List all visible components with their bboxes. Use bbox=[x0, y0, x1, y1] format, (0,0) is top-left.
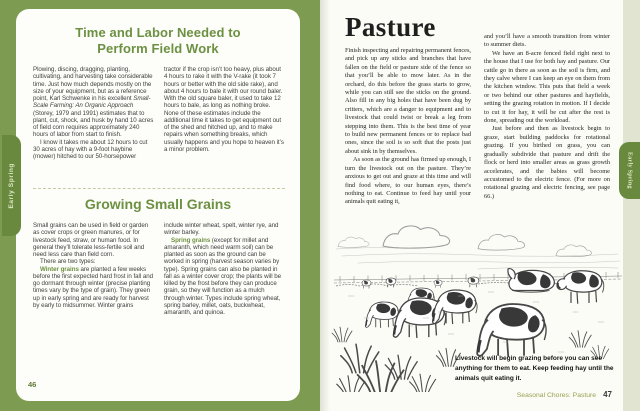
pasture-column-2 bbox=[484, 33, 610, 201]
paragraph: and you’ll have a smooth transition from winter to summer diets. bbox=[484, 33, 610, 49]
tab-label: Early Spring bbox=[8, 162, 15, 209]
paragraph: Just before and then as livestock begin to graze, start building paddocks for rotational grazing. If you birthed on grass, you can gradually subdivide that pasture and drift the flock or herd into smaller areas as grass growth accelerates, and the babies will become accustomed to the electric fence. (For more on rotational grazing and electric fencing, see page 66.) bbox=[484, 125, 610, 200]
sky-streaks bbox=[336, 248, 620, 269]
left-content-box bbox=[16, 9, 300, 401]
footer-section-label: Seasonal Chores: Pasture bbox=[516, 392, 597, 399]
paragraph: I know it takes me about 12 hours to cut 30 acres of hay with a 9-foot haybine (mower) hitched to our 50-horsepower tractor if the crop isn’t too heavy, plus about 4 hours to rake it with the V-rake (it took 7 hours or better with the old side rake), and about 4 hours to bale it with our round baler. With the old square baler, it used to take 12 hours to bale, as long as nothing broke. None of these estimates include the additional time it takes to get equipment out of the shed and hitched up, and to make repairs when something breaks, which usually happens and you hope to heaven it’s a minor problem. bbox=[33, 66, 284, 160]
field-work-columns bbox=[33, 66, 285, 160]
right-page-footer bbox=[517, 390, 612, 399]
right-page bbox=[320, 0, 640, 411]
paragraph: There are two types: bbox=[40, 258, 96, 266]
page-number-right: 47 bbox=[603, 390, 612, 399]
field-work-title-line-2: Perform Field Work bbox=[97, 40, 219, 56]
paragraph: We have an 8-acre fenced field right next to the house that I use for both hay and pasture. Our cattle go in there as soon as the soil is firm, and they calve where I can keep an eye on them from the kitchen window. This puts that field a week or two behind our other pastures and hayfields, setting the grazing rotation in motion. If I decide to cut it for hay, it will be cut after the rest is done, spreading out the workload. bbox=[484, 49, 610, 125]
paragraph: Finish inspecting and repairing permanent fences, and pick up any sticks and branches that have fallen on the field or pasture side of the fence so that you’ll be able to mow later. As in the orchard, do this before the grass starts to grow, while you can still see the sticks on the ground. Also fill in any big holes that have been dug by critters, which are a danger to equipment and to livestock that could twist or break a leg from stepping into them. This is the best time of year to build new permanent fences or to replace bad ones, since the soil is so soft that the posts just about sink in by themselves. bbox=[345, 47, 471, 155]
clouds bbox=[338, 226, 592, 257]
paragraph: Spring grains (except for millet and amaranth, which need warm soil) can be planted as soon as the ground can be worked in spring (harvest season varies by type). Spring grains can also be planted in fall as a winter cover crop; the plants will be killed by the frost before they can produce grain, so they will function as a mulch through winter. Types include spring wheat, spring barley, millet, oats, buckwheat, amaranth, and quinoa. bbox=[164, 236, 281, 316]
dashed-divider bbox=[33, 188, 285, 189]
paragraph: Small grains can be used in field or garden as cover crops or green manures, or for livestock feed, straw, or human food. In general they’ll tolerate less-fertile soil and need less care than field corn. bbox=[33, 222, 149, 258]
paragraph: Winter grains are planted a few weeks before the first expected hard frost in fall and go dormant through winter (precise planting times vary by the type of grain). They green up in early spring and are ready for harvest by early to midsummer. Winter grains include winter wheat, spelt, winter rye, and winter barley. bbox=[33, 222, 279, 309]
grains-columns bbox=[33, 222, 285, 316]
page-number-left: 46 bbox=[28, 380, 37, 389]
illustration-caption: Livestock will begin grazing before you can see anything for them to eat. Keep feeding hay until the animals quit eating it. bbox=[455, 355, 614, 382]
pasture-title: Pasture bbox=[345, 12, 436, 42]
field-work-title-line-1: Time and Labor Needed to bbox=[75, 25, 241, 40]
growing-small-grains-title: Growing Small Grains bbox=[84, 196, 232, 212]
field-work-title bbox=[16, 25, 300, 56]
tab-label: Early Spring bbox=[626, 152, 633, 189]
grazing-cows bbox=[366, 269, 604, 357]
pasture-column-1 bbox=[345, 47, 471, 207]
paragraph: Plowing, discing, dragging, planting, cultivating, and harvesting take considerable time. Just how much depends mostly on the size of your equipment, but as a reference point, Karl Schwenke in his excellent Small-Scale Farming: An Organic Approach (Storey, 1979 and 1991) estimates that to plant, cut, shock, and husk by hand 10 acres of field corn requires approximately 240 hours of labor from start to finish. bbox=[33, 66, 154, 139]
section-tab-early-spring-right bbox=[619, 142, 640, 199]
section-tab-early-spring-left bbox=[2, 135, 21, 236]
paragraph: As soon as the ground has firmed up enough, I turn the livestock out on the pasture. They’re anxious to get out and graze at this time and will find food where, to our human eyes, there’s nothing to eat. Continue to feed hay until your animals quit eating it, bbox=[345, 156, 471, 206]
